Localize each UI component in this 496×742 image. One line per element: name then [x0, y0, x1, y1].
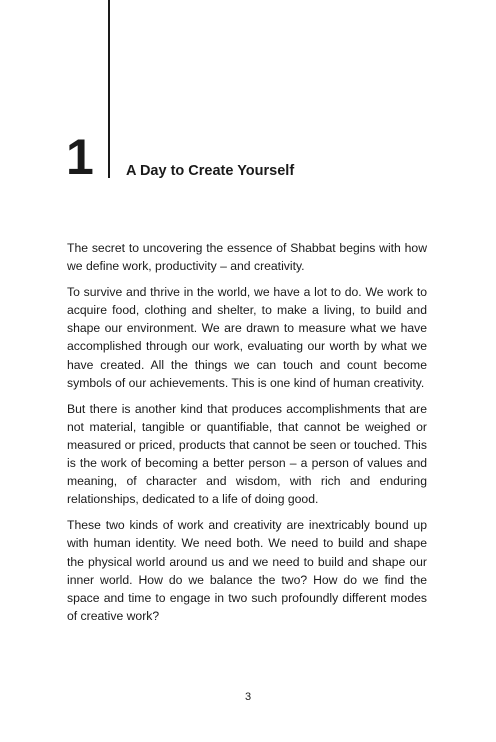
paragraph: The secret to uncovering the essence of Shabbat begins with how we define work, productivity – and creativity.: [67, 241, 427, 274]
chapter-divider-rule: [108, 0, 110, 178]
paragraph: To survive and thrive in the world, we have a lot to do. We work to acquire food, clothing and shelter, to make a living, to build and shape our environment. We are drawn to measure what we have accomplished through our work, evaluating our worth by what we have created. All the things we can touch and count become symbols of our achievements. This is one kind of human creativity.: [67, 285, 427, 390]
page-number: 3: [244, 691, 252, 703]
paragraph: But there is another kind that produces accomplishments that are not material, tangible or quantifiable, that cannot be weighed or measured or priced, products that cannot be seen or touched. This is the work of becoming a better person – a person of values and meaning, of character and wisdom, with rich and enduring relationships, dedicated to a life of doing good.: [67, 401, 427, 507]
paragraph: These two kinds of work and creativity are inextricably bound up with human identity. We need both. We need to build and shape the physical world around us and we need to build and shape our inner world. How do we balance the two? How do we find the space and time to engage in two such profoundly different modes of creative work?: [67, 518, 427, 623]
chapter-body: [67, 239, 427, 633]
chapter-number: 1: [66, 129, 93, 185]
chapter-title: A Day to Create Yourself: [126, 163, 295, 179]
